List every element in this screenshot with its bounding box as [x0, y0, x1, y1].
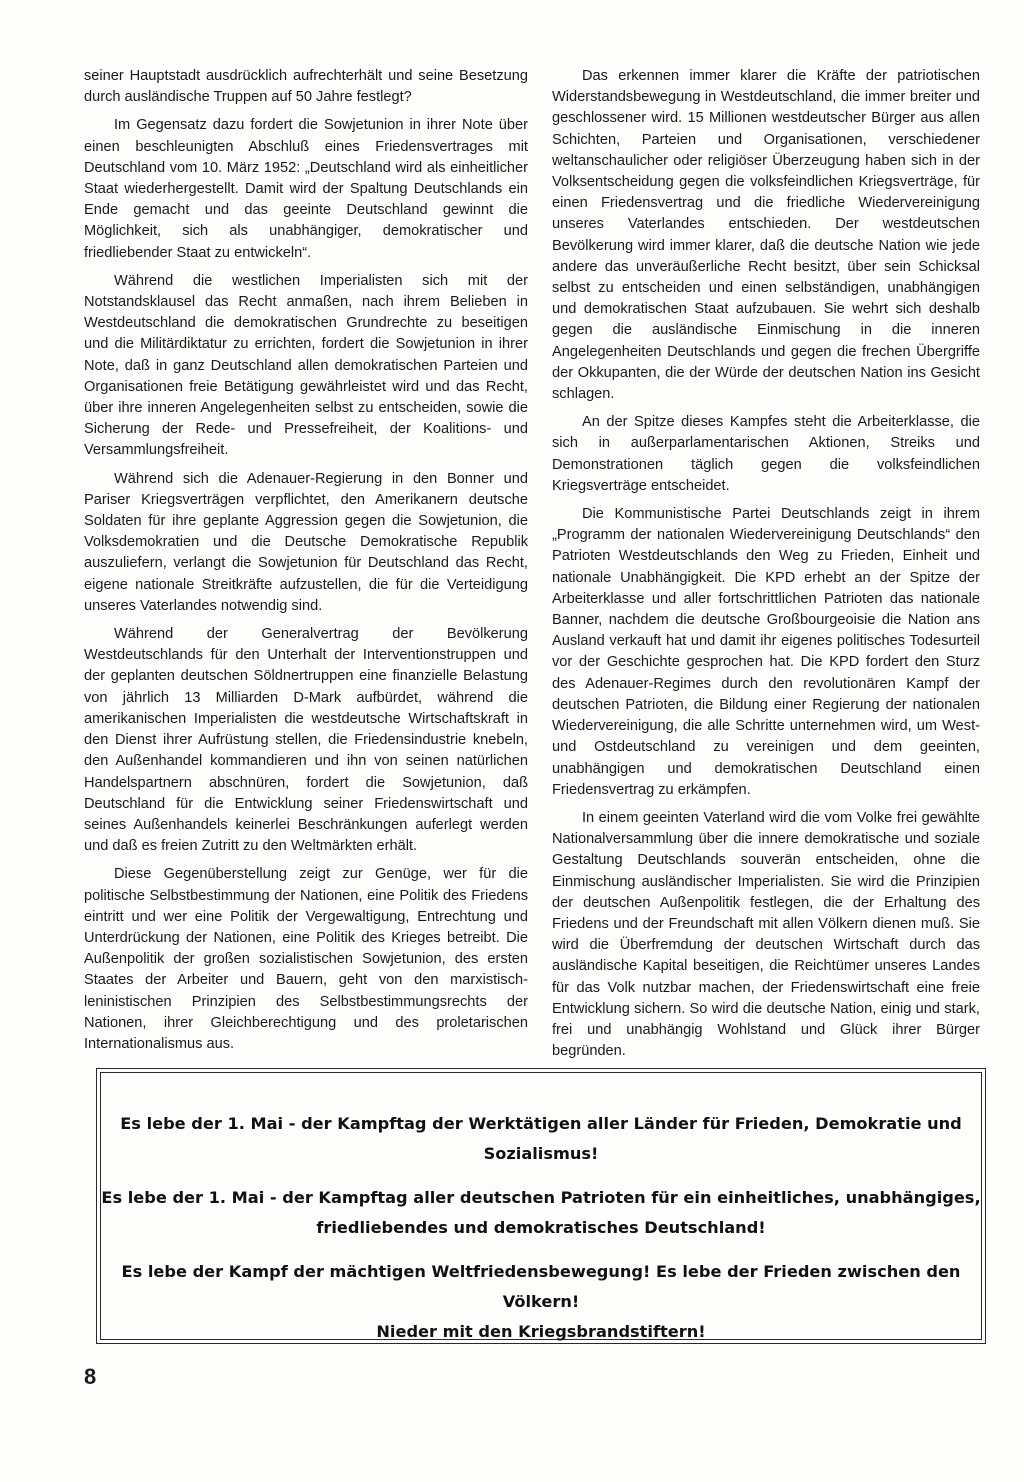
paragraph: Während sich die Adenauer-Regierung in den Bonner und Pariser Kriegsverträgen verpflichtet, den Amerikanern deutsche Soldaten für ihre geplante Aggression gegen die Sowjetunion, die Volksdemokratien und die Deutsche Demokratische Republik auszuliefern, verlangt die Sowjetunion für Deutschland das Recht, eigene nationale Streitkräfte aufzustellen, die für die Verteidigung unseres Vaterlandes notwendig sind.: [84, 470, 528, 614]
slogan-2-line-1: Es lebe der 1. Mai - der Kampftag aller deutschen Patrioten für ein einheitliches, unabhängiges,: [101, 1188, 981, 1207]
slogan-3-line-2: Nieder mit den Kriegsbrandstiftern!: [376, 1322, 706, 1341]
article-right-column: [552, 66, 980, 1069]
paragraph: In einem geeinten Vaterland wird die vom Volke frei gewählte Nationalversammlung über die innere demokratische und soziale Gestaltung Deutschlands souverän entscheiden, ohne die Einmischung ausländischer Imperialisten. Sie wird die Prinzipien der deutschen Außenpolitik festlegen, die der Erhaltung des Friedens und der Freundschaft mit allen Völkern dienen muß. Sie wird die Überfremdung der deutschen Wirtschaft durch das ausländische Kapital beseitigen, die Reichtümer unseres Landes für das Volk nutzbar machen, der Friedenswirtschaft eine freie Entwicklung sichern. So wird die deutsche Nation, einig und stark, frei und unabhängig Wohlstand und Glück ihrer Bürger begründen.: [552, 809, 980, 1060]
article-left-column: [84, 66, 528, 1062]
slogan-2: [101, 1183, 981, 1243]
slogan-1: Es lebe der 1. Mai - der Kampftag der Werktätigen aller Länder für Frieden, Demokratie und Sozialismus!: [120, 1114, 962, 1163]
slogan-3: [101, 1257, 981, 1347]
slogans: [101, 1109, 981, 1361]
paragraph: Das erkennen immer klarer die Kräfte der patriotischen Widerstandsbewegung in Westdeutschland, die immer breiter und geschlossener wird. 15 Millionen westdeutscher Bürger aus allen Schichten, Parteien und Organisationen, verschiedener weltanschaulicher oder religiöser Überzeugung haben sich in der Volksentscheidung gegen die volksfeindlichen Kriegsverträge, für einen Friedensvertrag und die friedliche Wiedervereinigung unseres Vaterlandes entschieden. Der westdeutschen Bevölkerung wird immer klarer, daß die deutsche Nation wie jede andere das unveräußerliche Recht besitzt, über sein Schicksal selbst zu entscheiden und einen selbständigen, unabhängigen und demokratischen Staat aufzubauen. Sie wehrt sich deshalb gegen die ausländische Einmischung in die inneren Angelegenheiten Deutschlands und gegen die frechen Übergriffe der Okkupanten, die der Würde der deutschen Nation ins Gesicht schlagen.: [552, 68, 980, 403]
paragraph: An der Spitze dieses Kampfes steht die Arbeiterklasse, die sich in außerparlamentarischen Aktionen, Streiks und Demonstrationen täglich gegen die volksfeindlichen Kriegsverträge entscheidet.: [552, 414, 980, 494]
slogan-box: [100, 1072, 982, 1340]
paragraph: Während die westlichen Imperialisten sich mit der Notstandsklausel das Recht anmaßen, nach ihrem Belieben in Westdeutschland die demokratischen Grundrechte zu beseitigen und die Militärdiktatur zu errichten, fordert die Sowjetunion in ihrer Note, daß in ganz Deutschland allen demokratischen Parteien und Organisationen freie Betätigung gewährleistet wird und das Recht, über ihre inneren Angelegenheiten selbst zu entscheiden, sowie die Sicherung der Rede- und Pressefreiheit, der Koalitions- und Versammlungsfreiheit.: [84, 272, 528, 459]
paragraph: Im Gegensatz dazu fordert die Sowjetunion in ihrer Note über einen beschleunigten Abschluß eines Friedensvertrages mit Deutschland vom 10. März 1952: „Deutschland wird als einheitlicher Staat wiederhergestellt. Damit wird der Spaltung Deutschlands ein Ende gemacht und das geeinte Deutschland gewinnt die Möglichkeit, sich als unabhängiger, demokratischer und friedliebender Staat zu entwickeln“.: [84, 117, 528, 261]
slogan-2-line-2: friedliebendes und demokratisches Deutschland!: [316, 1218, 766, 1237]
paragraph: Diese Gegenüberstellung zeigt zur Genüge, wer für die politische Selbstbestimmung der Nationen, eine Politik des Friedens eintritt und wer eine Politik der Vergewaltigung, Entrechtung und Unterdrückung der Nationen, eine Politik des Krieges betreibt. Die Außenpolitik der großen sozialistischen Sowjetunion, des ersten Staates der Arbeiter und Bauern, geht von den marxistisch-leninistischen Prinzipien des Selbstbestimmungsrechts der Nationen, ihrer Gleichberechtigung und des proletarischen Internationalismus aus.: [84, 866, 528, 1052]
page-number: 8: [84, 1364, 97, 1389]
paragraph: Die Kommunistische Partei Deutschlands zeigt in ihrem „Programm der nationalen Wiedervereinigung Deutschlands“ den Patrioten Westdeutschlands den Weg zu Frieden, Einheit und nationale Unabhängigkeit. Die KPD erhebt an der Spitze der Arbeiterklasse und aller fortschrittlichen Patrioten das nationale Banner, nachdem die deutsche Großbourgeoisie die Nation ans Ausland verkauft hat und damit ihr eigenes politisches Todesurteil vor der Geschichte gesprochen hat. Die KPD fordert den Sturz des Adenauer-Regimes durch den revolutionären Kampf der deutschen Patrioten, die Bildung einer Regierung der nationalen Wiedervereinigung, die alle Schritte unternehmen wird, um West- und Ostdeutschland zu vereinigen und dem geeinten, unabhängigen und demokratischen Deutschland einen Friedensvertrag zu erkämpfen.: [552, 506, 980, 798]
paragraph: Während der Generalvertrag der Bevölkerung Westdeutschlands für den Unterhalt der Interventionstruppen und der geplanten deutschen Söldnertruppen eine finanzielle Belastung von jährlich 13 Milliarden D-Mark aufbürdet, während die amerikanischen Imperialisten die westdeutsche Wirtschaftskraft in den Dienst ihrer Aufrüstung stellen, die Friedensindustrie knebeln, den Außenhandel kommandieren und ihn von seinen natürlichen Handelspartnern abschnüren, fordert die Sowjetunion, daß Deutschland für die Entwicklung seiner Friedenswirtschaft und seines Außenhandels keinerlei Beschränkungen auferlegt werden und daß es freien Zutritt zu den Weltmärkten erhält.: [84, 626, 528, 855]
paragraph: seiner Hauptstadt ausdrücklich aufrechterhält und seine Besetzung durch ausländische Truppen auf 50 Jahre festlegt?: [84, 68, 528, 106]
slogan-3-line-1: Es lebe der Kampf der mächtigen Weltfriedensbewegung! Es lebe der Frieden zwischen den Völkern!: [121, 1262, 961, 1311]
